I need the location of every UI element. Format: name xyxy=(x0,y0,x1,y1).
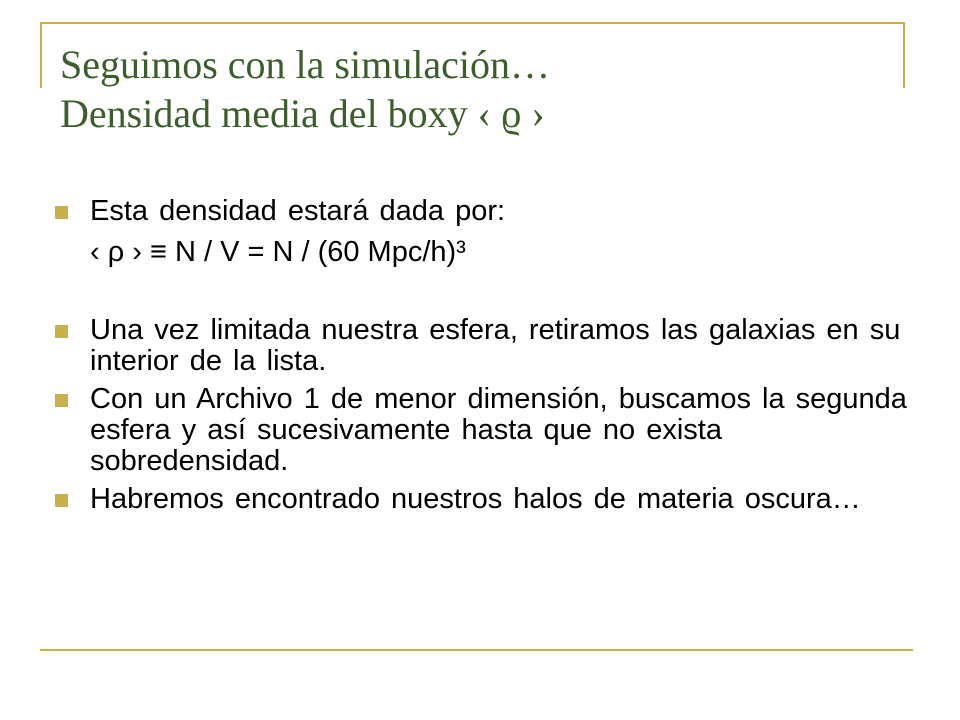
slide-title xyxy=(60,40,900,138)
formula-line: ‹ ρ › ≡ N / V = N / (60 Mpc/h)³ xyxy=(90,236,466,268)
slide-title-line-1: Seguimos con la simulación… xyxy=(60,42,550,87)
bullet-square-icon xyxy=(55,325,68,338)
spacer xyxy=(50,268,910,315)
top-rule xyxy=(40,22,904,24)
slide-body xyxy=(50,196,910,515)
bullet-square-icon xyxy=(55,494,68,507)
bullet-item xyxy=(50,196,910,227)
bottom-rule xyxy=(40,649,913,651)
slide-title-line-2: Densidad media del boxy ‹ ϱ › xyxy=(60,91,545,136)
right-rule xyxy=(903,22,905,88)
bullet-square-icon xyxy=(55,394,68,407)
bullet-text: Habremos encontrado nuestros halos de materia oscura… xyxy=(90,483,861,515)
bullet-item xyxy=(50,315,910,377)
bullet-text: Esta densidad estará dada por: xyxy=(90,195,506,227)
bullet-item xyxy=(50,384,910,477)
left-rule xyxy=(40,22,42,88)
bullet-square-icon xyxy=(55,206,68,219)
bullet-text: Una vez limitada nuestra esfera, retiramos las galaxias en su interior de la lista. xyxy=(90,314,901,377)
bullet-text: Con un Archivo 1 de menor dimensión, buscamos la segunda esfera y así sucesivamente hasta que no exista sobredensidad. xyxy=(90,383,907,477)
bullet-item xyxy=(50,484,910,515)
